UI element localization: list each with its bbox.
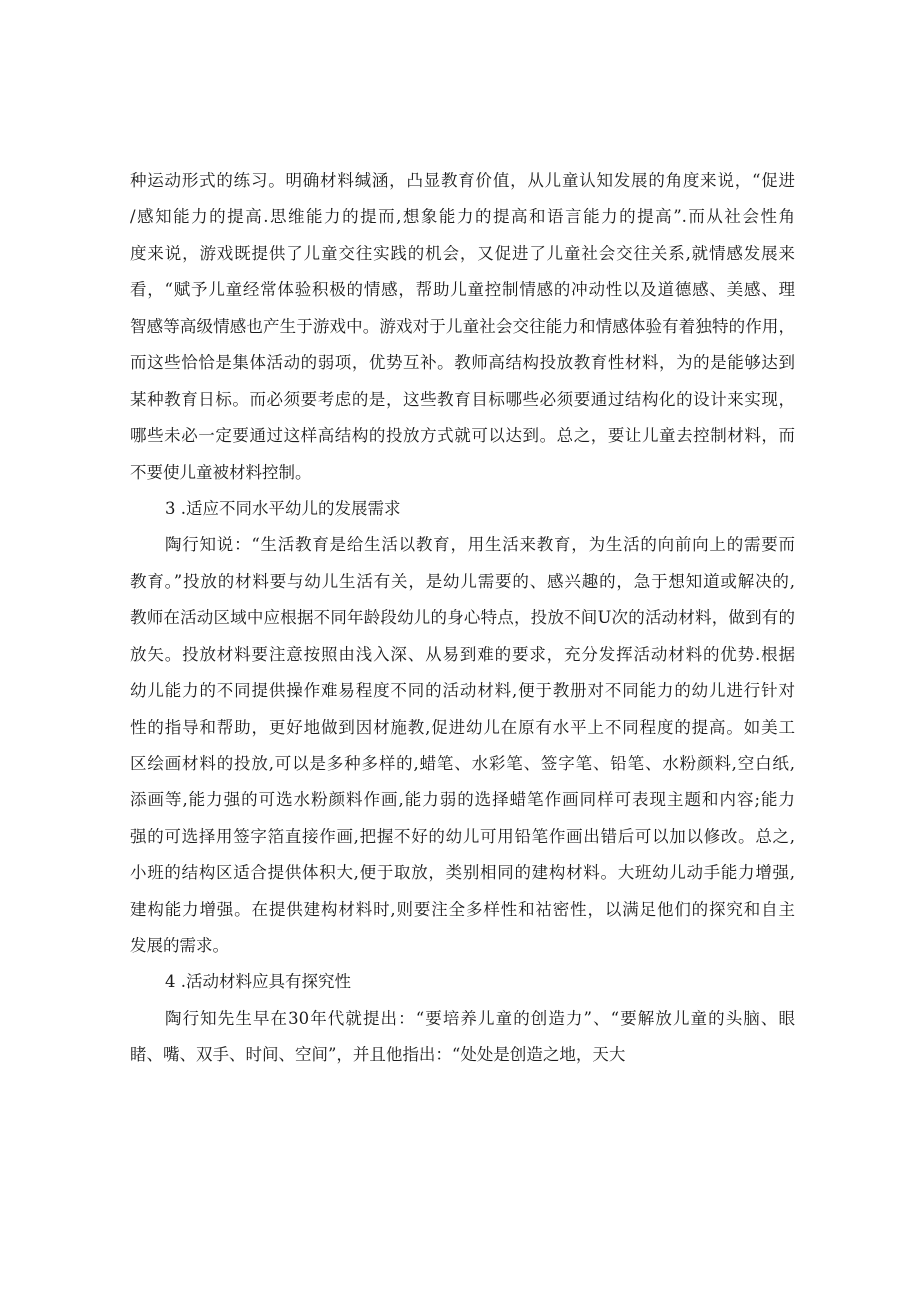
text-line: 种运动形式的练习。明确材料缄涵，凸显教育价值，从儿童认知发展的角度来说，“促进 [130, 171, 795, 190]
section-heading-4: 4 .活动材料应具有探究性 [165, 972, 351, 991]
text-line: 教育。”投放的材料要与幼儿生活有关，是幼儿需要的、感兴趣的，急于想知道或解决的, [130, 572, 795, 591]
paragraph-first-line: 陶行知说：“生活教育是给生活以教育，用生活来教育，为生活的向前向上的需要而 [165, 535, 795, 554]
paragraph-first-line: 陶行知先生早在30年代就提出：“要培养儿童的创造力”、“要解放儿童的头脑、眼 [165, 1009, 795, 1028]
section-heading-3: 3 .适应不同水平幼儿的发展需求 [165, 499, 401, 518]
text-line: /感知能力的提高.思维能力的提而,想象能力的提高和语言能力的提高”.而从社会性角 [130, 207, 795, 226]
text-line: 某种教育日标。而必须要考虑的是，这些教育目标哪些必须要通过结构化的设计来实现， [130, 390, 795, 409]
text-line: 度来说，游戏既提供了儿童交往实践的机会，又促进了儿童社会交往关系,就情感发展来 [130, 244, 795, 263]
text-line: 教师在活动区域中应根据不同年龄段幼儿的身心特点，投放不间U次的活动材料，做到有的 [130, 608, 795, 627]
text-line: 建构能力增强。在提供建构材料时,则要注全多样性和祜密性，以满足他们的探究和自主 [130, 900, 795, 919]
text-line: 看，“赋予儿童经常体验积极的情感，帮助儿童控制情感的冲动性以及道德感、美感、理 [130, 280, 795, 299]
text-line: 幼儿能力的不同提供操作难易程度不同的活动材料,便于教册对不同能力的幼儿进行针对 [130, 681, 795, 700]
text-line: 而这些恰恰是集体活动的弱项，优势互补。教师高结构投放教育性材料，为的是能够达到 [130, 353, 795, 372]
text-line: 智感等高级情感也产生于游戏中。游戏对于儿童社会交往能力和情感体验有着独特的作用， [130, 317, 795, 336]
text-line: 强的可选择用签字箔直接作画,把握不好的幼儿可用铅笔作画出错后可以加以修改。总之, [130, 827, 795, 846]
text-line: 睹、嘴、双手、时间、空间”，并且他指出：“处处是创造之地，天大 [130, 1045, 626, 1064]
text-line: 发展的需求。 [130, 936, 229, 955]
text-line: 小班的结构区适合提供体积大,便于取放，类别相同的建构材料。大班幼儿动手能力增强, [130, 863, 795, 882]
text-line: 区绘画材料的投放,可以是多种多样的,蜡笔、水彩笔、签字笔、铅笔、水粉颜料,空白纸, [130, 754, 795, 773]
text-line: 不要使儿童被材料控制。 [130, 463, 312, 482]
text-line: 放矢。投放材料要注意按照由浅入深、从易到难的要求，充分发挥活动材料的优势.根据 [130, 645, 795, 664]
text-line: 性的指导和帮助，更好地做到因材施教,促进幼儿在原有水平上不同程度的提高。如美工 [130, 718, 795, 737]
text-line: 添画等,能力强的可选水粉颜料作画,能力弱的选择蜡笔作画同样可表现主题和内容;能力 [130, 790, 795, 809]
text-line: 哪些未必一定要通过这样高结构的投放方式就可以达到。总之，要让儿童去控制材料，而 [130, 426, 795, 445]
